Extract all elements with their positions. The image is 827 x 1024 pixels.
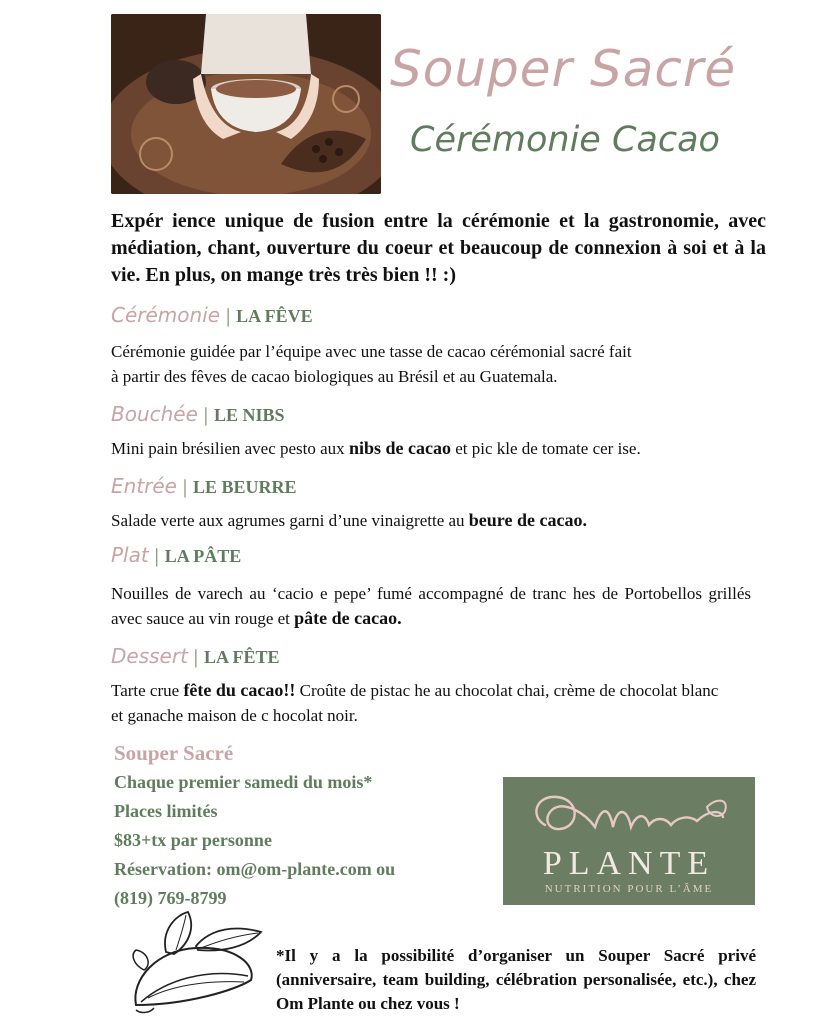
description-text: Nouilles de varech au ‘cacio e pepe’ fumé accompagné de tranc hes de Portobellos grillés avec sauce au vin rouge et xyxy=(111,584,751,628)
description-text: Mini pain brésilien avec pesto aux xyxy=(111,439,349,458)
section-heading xyxy=(111,302,761,329)
section-heading xyxy=(111,643,761,670)
event-frequency: Chaque premier samedi du mois* xyxy=(114,772,373,792)
description-line: Cérémonie guidée par l’équipe avec une tasse de cacao cérémonial sacré fait xyxy=(111,342,632,361)
section-name: LE BEURRE xyxy=(193,477,297,497)
description-highlight: pâte de cacao. xyxy=(294,608,402,628)
event-seats: Places limités xyxy=(114,801,218,821)
section-category: Bouchée xyxy=(111,402,198,426)
cacao-photo-illustration xyxy=(111,14,381,194)
section-divider: | xyxy=(193,646,198,668)
section-category: Dessert xyxy=(111,644,188,668)
event-phone: (819) 769-8799 xyxy=(114,888,227,908)
logo-tagline: NUTRITION POUR L’ÂME xyxy=(544,883,714,895)
section-name: LE NIBS xyxy=(213,405,285,425)
section-divider: | xyxy=(183,476,188,498)
event-info xyxy=(114,738,494,913)
section-heading xyxy=(111,542,761,569)
menu-section-dessert xyxy=(111,643,761,728)
section-divider: | xyxy=(226,305,231,327)
menu-section-plat xyxy=(111,542,761,631)
om-script-logo xyxy=(525,787,735,847)
section-heading xyxy=(111,473,761,500)
menu-section-ceremonie xyxy=(111,302,761,389)
section-description xyxy=(111,581,751,631)
om-plante-logo xyxy=(503,777,755,905)
event-reservation: Réservation: om@om-plante.com ou xyxy=(114,859,396,879)
event-price: $83+tx par personne xyxy=(114,830,272,850)
page-title: Souper Sacré xyxy=(390,40,737,98)
section-category: Entrée xyxy=(111,474,177,498)
section-category: Plat xyxy=(111,543,149,567)
section-name: LA FÊVE xyxy=(236,306,313,326)
description-text: Salade verte aux agrumes garni d’une vinaigrette au xyxy=(111,511,469,530)
logo-wordmark: PLANTE xyxy=(542,845,716,882)
description-text: Tarte crue xyxy=(111,681,184,700)
section-divider: | xyxy=(154,545,159,567)
page-subtitle: Cérémonie Cacao xyxy=(410,120,720,160)
description-highlight: fête du cacao!! xyxy=(183,680,296,700)
section-description xyxy=(111,436,761,461)
description-highlight: nibs de cacao xyxy=(348,438,451,458)
section-description xyxy=(111,508,761,533)
intro-paragraph: Expér ience unique de fusion entre la cérémonie et la gastronomie, avec médiation, chant, ouverture du coeur et beaucoup de connexion à soi et à la vie. En plus, on mange très très bien !! :) xyxy=(111,210,766,286)
cacao-photo xyxy=(111,14,381,194)
description-text: et pic kle de tomate cer ise. xyxy=(450,439,641,458)
section-divider: | xyxy=(203,404,208,426)
section-category: Cérémonie xyxy=(111,303,221,327)
private-event-note: *Il y a la possibilité d’organiser un Souper Sacré privé (anniversaire, team building, célébration personalisée, etc.), chez Om Plante ou chez vous ! xyxy=(276,946,756,1013)
description-highlight: beure de cacao. xyxy=(468,510,587,530)
section-name: LA PÂTE xyxy=(164,546,242,566)
cacao-pod-illustration xyxy=(126,910,266,1015)
menu-section-entree xyxy=(111,473,761,533)
event-info-title: Souper Sacré xyxy=(114,741,234,765)
cacao-pod-icon xyxy=(126,910,266,1015)
description-line: à partir des fêves de cacao biologiques au Brésil et au Guatemala. xyxy=(111,367,558,386)
section-description xyxy=(111,339,761,389)
section-description xyxy=(111,678,731,728)
section-name: LA FÊTE xyxy=(203,647,280,667)
description-text: Croûte de pistac he au chocolat chai, crème de chocolat blanc et ganache maison de c hocolat noir. xyxy=(111,681,719,725)
menu-section-bouchee xyxy=(111,401,761,461)
section-heading xyxy=(111,401,761,428)
